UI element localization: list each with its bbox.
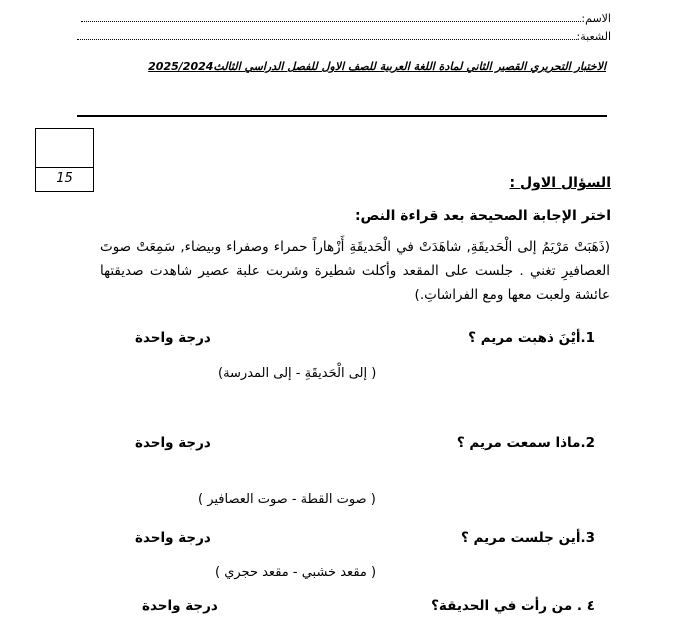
name-dots [81,12,581,22]
item-4-grade: درجة واحدة [142,598,218,614]
item-3-grade: درجة واحدة [135,530,211,546]
item-4-number: ٤ . [576,598,595,614]
item-4-question [431,598,595,614]
item-2-number: 2. [580,435,595,451]
item-4-text: من رأت في الحديقة؟ [431,598,573,614]
score-value: 15 [56,171,73,186]
item-3-options[interactable]: ( مقعد خشبي - مقعد حجري ) [215,565,377,580]
name-label: الاسم [585,12,611,25]
name-field[interactable]: الاسم: [81,12,611,25]
section-label: الشعبة [580,30,611,43]
score-box [35,128,94,192]
item-3-text: أين جلست مريم ؟ [460,530,581,546]
item-2-options[interactable]: ( صوت القطة - صوت العصافير ) [198,492,376,507]
score-box-divider [36,167,93,168]
item-1-options[interactable]: ( إلى الْحَديقَةِ - إلى المدرسة) [218,366,377,381]
question1-heading: السؤال الاول : [509,175,611,191]
item-1-grade: درجة واحدة [135,330,211,346]
item-3-question [461,530,595,546]
question1-instruction: اختر الإجابة الصحيحة بعد قراءة النص: [354,208,611,224]
item-3-number: 3. [580,530,595,546]
section-field[interactable]: الشعبة: [77,30,611,43]
section-dots [77,30,577,40]
item-2-question [457,435,595,451]
item-2-text: ماذا سمعت مريم ؟ [456,435,581,451]
item-1-number: 1. [580,330,595,346]
item-1-text: أيْنَ ذهبت مريم ؟ [468,330,581,346]
item-2-grade: درجة واحدة [135,435,211,451]
exam-title: الاختبار التحريري القصير الثاني لمادة اللغة العربية للصف الاول للفصل الدراسي الثالث2025/2024 [148,60,606,73]
reading-passage: (ذَهَبَتْ مَرْيَمُ إلى الْحَديقَةِ, شاهَدَتْ في الْحَديقَةِ أَزْهاراً حمراء وصفراء وبيضاء, سَمِعَتْ صوتَ العصافيرِ تغني . جلست على المقعد وأكلت شطيرة وشربت علبة عصير شاهدت صديقتها عائشة ولعبت معها ومع الفراشاتِ.) [100,239,610,303]
item-1-question [468,330,595,346]
title-divider [77,115,607,117]
